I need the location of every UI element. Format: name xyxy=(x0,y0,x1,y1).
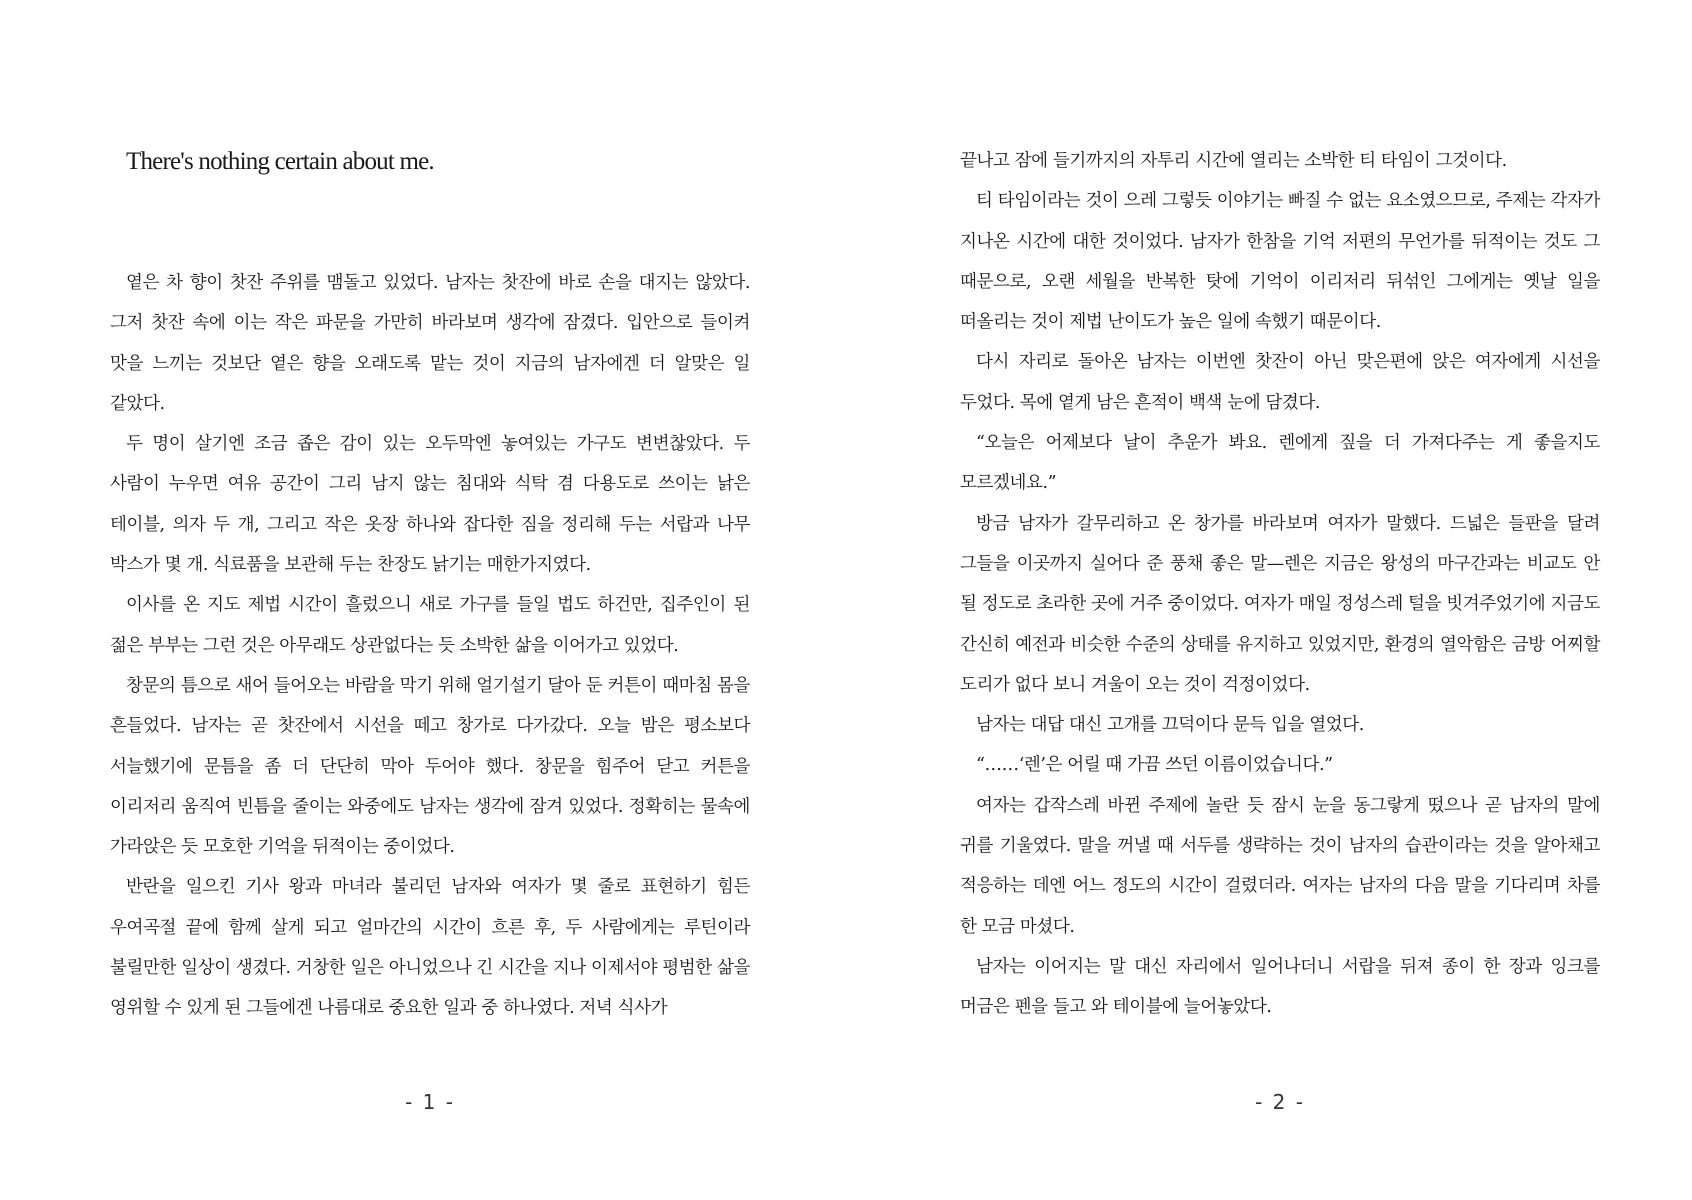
paragraph: 옅은 차 향이 찻잔 주위를 맴돌고 있었다. 남자는 찻잔에 바로 손을 대지는 않았다. 그저 찻잔 속에 이는 작은 파문을 가만히 바라보며 생각에 잠겼다. 입안으로 들이켜 맛을 느끼는 것보단 옅은 향을 오래도록 맡는 것이 지금의 남자에겐 더 알맞은 일 같았다. xyxy=(110,273,750,414)
page-number: - 2 - xyxy=(1255,1090,1305,1114)
page-number: - 1 - xyxy=(405,1090,455,1114)
paragraph: 남자는 이어지는 말 대신 자리에서 일어나더니 서랍을 뒤져 종이 한 장과 잉크를 머금은 펜을 들고 와 테이블에 늘어놓았다. xyxy=(960,956,1600,1018)
right-page xyxy=(960,0,1600,1200)
paragraph: 창문의 틈으로 새어 들어오는 바람을 막기 위해 얼기설기 달아 둔 커튼이 때마침 몸을 흔들었다. 남자는 곧 찻잔에서 시선을 떼고 창가로 다가갔다. 오늘 밤은 평소보다 서늘했기에 문틈을 좀 더 단단히 막아 두어야 했다. 창문을 힘주어 닫고 커튼을 이리저리 움직여 빈틈을 줄이는 와중에도 남자는 생각에 잠겨 있었다. 정확히는 물속에 가라앉은 듯 모호한 기억을 뒤적이는 중이었다. xyxy=(110,675,750,858)
paragraph: “……‘렌’은 어릴 때 가끔 쓰던 이름이었습니다.” xyxy=(976,755,1333,776)
paragraph: 이사를 온 지도 제법 시간이 흘렀으니 새로 가구를 들일 법도 하건만, 집주인이 된 젊은 부부는 그런 것은 아무래도 상관없다는 듯 소박한 삶을 이어가고 있었다. xyxy=(110,595,750,656)
paragraph: 반란을 일으킨 기사 왕과 마녀라 불리던 남자와 여자가 몇 줄로 표현하기 힘든 우여곡절 끝에 함께 살게 되고 얼마간의 시간이 흐른 후, 두 사람에게는 루틴이라 불릴만한 일상이 생겼다. 거창한 일은 아니었으나 긴 시간을 지나 이제서야 평범한 삶을 영위할 수 있게 된 그들에겐 나름대로 중요한 일과 중 하나였다. 저녁 식사가 xyxy=(110,877,750,1019)
paragraph: “오늘은 어제보다 날이 추운가 봐요. 렌에게 짚을 더 가져다주는 게 좋을지도 모르겠네요.” xyxy=(960,433,1600,494)
paragraph-continuation: 끝나고 잠에 들기까지의 자투리 시간에 열리는 소박한 티 타임이 그것이다. xyxy=(960,151,1507,171)
left-page xyxy=(110,0,750,1200)
right-body-text xyxy=(960,141,1600,1028)
paragraph: 여자는 갑작스레 바뀐 주제에 놀란 듯 잠시 눈을 동그랗게 떴으나 곧 남자의 말에 귀를 기울였다. 말을 꺼낼 때 서두를 생략하는 것이 남자의 습관이라는 것을 알아채고 적응하는 데엔 어느 정도의 시간이 걸렸더라. 여자는 남자의 다음 말을 기다리며 차를 한 모금 마셨다. xyxy=(960,795,1600,937)
left-body-text xyxy=(110,263,750,1029)
paragraph: 두 명이 살기엔 조금 좁은 감이 있는 오두막엔 놓여있는 가구도 변변찮았다. 두 사람이 누우면 여유 공간이 그리 남지 않는 침대와 식탁 겸 다용도로 쓰이는 낡은 테이블, 의자 두 개, 그리고 작은 옷장 하나와 잡다한 짐을 정리해 두는 서랍과 나무 박스가 몇 개. 식료품을 보관해 두는 찬장도 낡기는 매한가지였다. xyxy=(110,434,750,576)
paragraph: 남자는 대답 대신 고개를 끄덕이다 문득 입을 열었다. xyxy=(976,715,1364,736)
epigraph: There's nothing certain about me. xyxy=(126,148,434,175)
paragraph: 다시 자리로 돌아온 남자는 이번엔 찻잔이 아닌 맞은편에 앉은 여자에게 시선을 두었다. 목에 옅게 남은 흔적이 백색 눈에 담겼다. xyxy=(960,352,1600,413)
paragraph: 티 타임이라는 것이 으레 그렇듯 이야기는 빠질 수 없는 요소였으므로, 주제는 각자가 지나온 시간에 대한 것이었다. 남자가 한참을 기억 저편의 무언가를 뒤적이는 것도 그 때문으로, 오랜 세월을 반복한 탓에 기억이 이리저리 뒤섞인 그에게는 옛날 일을 떠올리는 것이 제법 난이도가 높은 일에 속했기 때문이다. xyxy=(960,191,1600,333)
paragraph: 방금 남자가 갈무리하고 온 창가를 바라보며 여자가 말했다. 드넓은 들판을 달려 그들을 이곳까지 실어다 준 풍채 좋은 말—렌은 지금은 왕성의 마구간과는 비교도 안 될 정도로 초라한 곳에 거주 중이었다. 여자가 매일 정성스레 털을 빗겨주었기에 지금도 간신히 예전과 비슷한 수준의 상태를 유지하고 있었지만, 환경의 열악함은 금방 어찌할 도리가 없다 보니 겨울이 오는 것이 걱정이었다. xyxy=(960,513,1600,695)
